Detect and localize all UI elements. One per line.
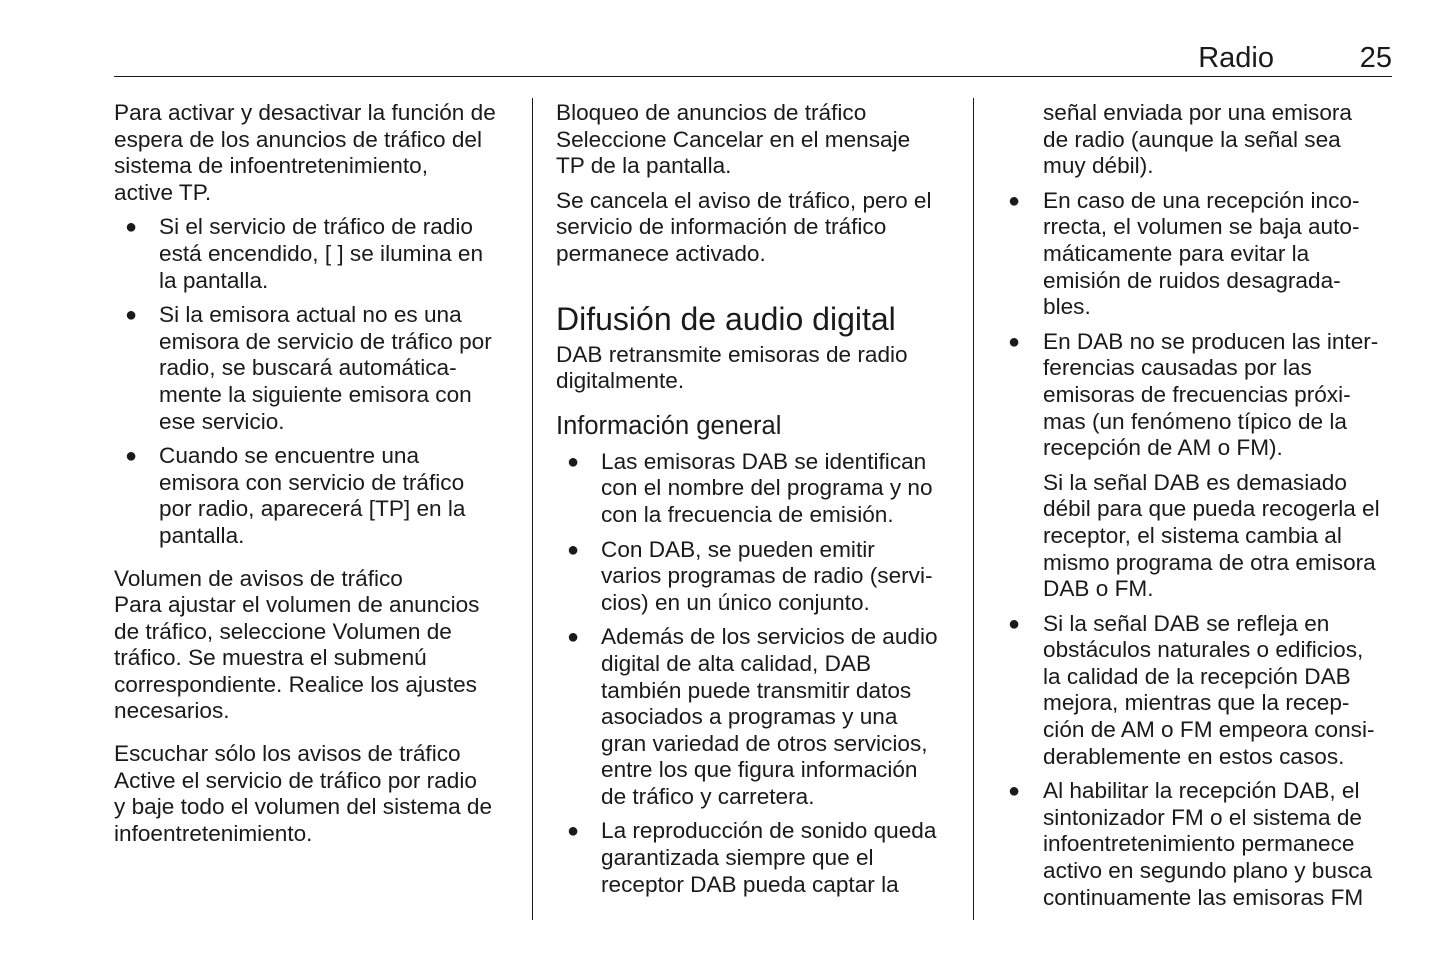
text-line: de tráfico y carretera. bbox=[601, 783, 815, 809]
bullet-icon: ● bbox=[567, 538, 580, 561]
text-line: Seleccione Cancelar en el mensaje bbox=[556, 126, 911, 152]
bullet-icon: ● bbox=[567, 450, 580, 473]
text-line: La reproducción de sonido queda bbox=[601, 818, 937, 844]
list-item bbox=[556, 624, 956, 810]
text-line: ción de AM o FM empeora consi‐ bbox=[1043, 717, 1375, 743]
dab-bullet-list bbox=[556, 449, 956, 899]
text-line: Cuando se encuentre una bbox=[159, 443, 420, 469]
text-line: mejora, mientras que la recep‐ bbox=[1043, 690, 1350, 716]
text-line: digitalmente. bbox=[556, 368, 685, 394]
list-item bbox=[1008, 610, 1395, 771]
text-line: DAB retransmite emisoras de radio bbox=[556, 341, 908, 367]
bullet-icon: ● bbox=[125, 216, 138, 239]
text-line: también puede transmitir datos bbox=[601, 677, 912, 703]
text-line: En caso de una recepción inco‐ bbox=[1043, 187, 1360, 213]
list-item bbox=[556, 449, 956, 529]
listen-paragraph bbox=[114, 768, 514, 848]
general-info-heading: Información general bbox=[556, 411, 782, 440]
text-line: cios) en un único conjunto. bbox=[601, 589, 870, 615]
text-line: rrecta, el volumen se baja auto‐ bbox=[1043, 214, 1360, 240]
text-line: la pantalla. bbox=[159, 267, 269, 293]
text-line: digital de alta calidad, DAB bbox=[601, 650, 872, 676]
text-line: En DAB no se producen las inter‐ bbox=[1043, 328, 1379, 354]
text-line: y baje todo el volumen del sistema de bbox=[114, 794, 493, 820]
bullet-icon: ● bbox=[1008, 612, 1021, 635]
dab-section-heading: Difusión de audio digital bbox=[556, 300, 896, 337]
weak-signal-paragraph bbox=[1043, 470, 1395, 603]
text-line: correspondiente. Realice los ajustes bbox=[114, 671, 477, 697]
text-line: necesarios. bbox=[114, 698, 230, 724]
text-line: Si la emisora actual no es una bbox=[159, 302, 462, 328]
dab-bullet-list-final bbox=[1008, 610, 1395, 912]
text-line: Las emisoras DAB se identifican bbox=[601, 448, 927, 474]
list-item bbox=[114, 302, 514, 435]
text-line: está encendido, [ ] se ilumina en bbox=[159, 240, 484, 266]
page-header bbox=[114, 40, 1392, 77]
text-line: radio, se buscará automática‐ bbox=[159, 355, 457, 381]
text-line: TP de la pantalla. bbox=[556, 153, 732, 179]
list-item bbox=[556, 818, 956, 898]
list-item bbox=[114, 214, 514, 294]
volume-heading: Volumen de avisos de tráfico bbox=[114, 565, 403, 591]
bullet-icon: ● bbox=[567, 626, 580, 649]
text-line: Si la señal DAB es demasiado bbox=[1043, 469, 1347, 495]
section-title: Radio bbox=[1198, 42, 1274, 74]
text-line: servicio de información de tráfico bbox=[556, 214, 887, 240]
text-line: sintonizador FM o el sistema de bbox=[1043, 804, 1362, 830]
text-line: mente la siguiente emisora con bbox=[159, 381, 472, 407]
text-line: obstáculos naturales o edificios, bbox=[1043, 637, 1364, 663]
tp-bullet-list bbox=[114, 214, 514, 549]
text-line: recepción de AM o FM). bbox=[1043, 435, 1283, 461]
bullet-icon: ● bbox=[1008, 330, 1021, 353]
bullet-icon: ● bbox=[125, 304, 138, 327]
block-heading: Bloqueo de anuncios de tráfico bbox=[556, 100, 867, 125]
cancel-paragraph bbox=[556, 188, 956, 268]
text-line: receptor, el sistema cambia al bbox=[1043, 522, 1342, 548]
text-line: permanece activado. bbox=[556, 240, 766, 266]
text-line: con la frecuencia de emisión. bbox=[601, 501, 894, 527]
text-line: de tráfico, seleccione Volumen de bbox=[114, 618, 452, 644]
volume-paragraph bbox=[114, 592, 514, 725]
text-line: entre los que figura información bbox=[601, 757, 918, 783]
text-line: tráfico. Se muestra el submenú bbox=[114, 645, 427, 671]
text-line: pantalla. bbox=[159, 522, 245, 548]
text-line: Al habilitar la recepción DAB, el bbox=[1043, 778, 1360, 804]
text-line: varios programas de radio (servi‐ bbox=[601, 563, 933, 589]
text-line: la calidad de la recepción DAB bbox=[1043, 663, 1351, 689]
text-line: DAB o FM. bbox=[1043, 576, 1154, 602]
bullet-icon: ● bbox=[1008, 189, 1021, 212]
list-item bbox=[556, 537, 956, 617]
text-line: emisión de ruidos desagrada‐ bbox=[1043, 267, 1341, 293]
text-line: gran variedad de otros servicios, bbox=[601, 730, 928, 756]
text-line: señal enviada por una emisora bbox=[1043, 100, 1352, 125]
continuation-paragraph bbox=[1043, 100, 1395, 180]
text-line: derablemente en estos casos. bbox=[1043, 743, 1345, 769]
column-3 bbox=[1008, 100, 1395, 919]
text-line: activo en segundo plano y busca bbox=[1043, 858, 1373, 884]
text-line: emisora con servicio de tráfico bbox=[159, 469, 465, 495]
bullet-icon: ● bbox=[567, 820, 580, 843]
intro-paragraph bbox=[114, 100, 514, 206]
column-divider-2 bbox=[973, 98, 974, 920]
list-item bbox=[1008, 328, 1395, 462]
text-line: con el nombre del programa y no bbox=[601, 475, 933, 501]
text-line: espera de los anuncios de tráfico del bbox=[114, 126, 483, 152]
text-line: mas (un fenómeno típico de la bbox=[1043, 408, 1347, 434]
text-line: Para ajustar el volumen de anuncios bbox=[114, 592, 480, 618]
list-item bbox=[1008, 187, 1395, 321]
text-line: Si el servicio de tráfico de radio bbox=[159, 214, 473, 240]
bullet-icon: ● bbox=[1008, 780, 1021, 803]
text-line: ferencias causadas por las bbox=[1043, 355, 1312, 381]
list-item bbox=[114, 443, 514, 549]
text-line: continuamente las emisoras FM bbox=[1043, 884, 1364, 910]
text-line: máticamente para evitar la bbox=[1043, 240, 1310, 266]
text-line: Además de los servicios de audio bbox=[601, 624, 938, 650]
text-line: sistema de infoentretenimiento, bbox=[114, 153, 428, 179]
text-line: asociados a programas y una bbox=[601, 704, 898, 730]
text-line: active TP. bbox=[114, 179, 212, 205]
text-line: garantizada siempre que el bbox=[601, 845, 874, 871]
text-line: mismo programa de otra emisora bbox=[1043, 549, 1376, 575]
column-divider-1 bbox=[532, 98, 533, 920]
text-line: receptor DAB pueda captar la bbox=[601, 871, 899, 897]
listen-heading: Escuchar sólo los avisos de tráfico bbox=[114, 741, 461, 767]
column-2 bbox=[556, 100, 956, 906]
text-line: Para activar y desactivar la función de bbox=[114, 100, 496, 125]
text-line: Con DAB, se pueden emitir bbox=[601, 536, 875, 562]
text-line: Si la señal DAB se refleja en bbox=[1043, 610, 1330, 636]
page-number: 25 bbox=[1359, 42, 1392, 74]
text-line: Active el servicio de tráfico por radio bbox=[114, 767, 477, 793]
bullet-icon: ● bbox=[125, 445, 138, 468]
text-line: emisora de servicio de tráfico por bbox=[159, 328, 492, 354]
column-1 bbox=[114, 100, 514, 855]
text-line: Se cancela el aviso de tráfico, pero el bbox=[556, 187, 932, 213]
dab-intro-paragraph bbox=[556, 342, 956, 395]
text-line: débil para que pueda recogerla el bbox=[1043, 496, 1380, 522]
text-line: de radio (aunque la señal sea bbox=[1043, 126, 1341, 152]
text-line: infoentretenimiento. bbox=[114, 820, 313, 846]
dab-bullet-list-continued bbox=[1008, 187, 1395, 462]
text-line: ese servicio. bbox=[159, 408, 285, 434]
text-line: emisoras de frecuencias próxi‐ bbox=[1043, 381, 1351, 407]
text-line: infoentretenimiento permanece bbox=[1043, 831, 1355, 857]
text-line: por radio, aparecerá [TP] en la bbox=[159, 496, 466, 522]
text-line: bles. bbox=[1043, 294, 1091, 320]
block-paragraph bbox=[556, 127, 956, 180]
list-item bbox=[1008, 778, 1395, 911]
text-line: muy débil). bbox=[1043, 153, 1154, 179]
